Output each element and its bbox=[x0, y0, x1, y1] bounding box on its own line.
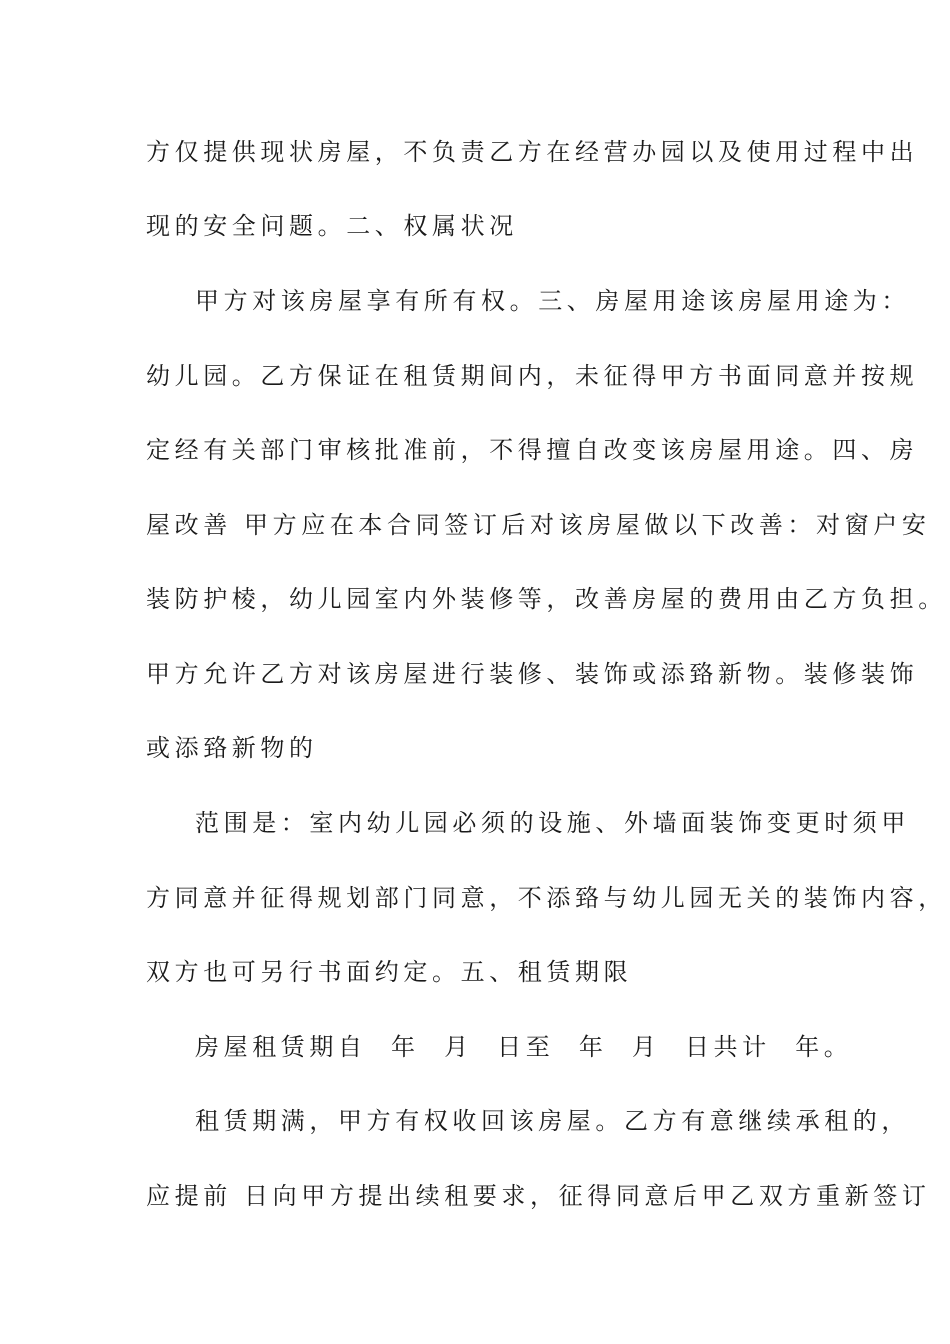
text-line: 幼儿园。乙方保证在租赁期间内，未征得甲方书面同意并按规 bbox=[146, 362, 919, 390]
text-line: 甲方对该房屋享有所有权。三、房屋用途该房屋用途为： bbox=[195, 287, 910, 315]
text-line: 现的安全问题。二、权属状况 bbox=[146, 212, 518, 240]
text-line: 甲方允许乙方对该房屋进行装修、装饰或添臵新物。装修装饰 bbox=[146, 660, 919, 688]
text-line: 范围是：室内幼儿园必须的设施、外墙面装饰变更时须甲 bbox=[195, 809, 910, 837]
text-line: 屋改善 甲方应在本合同签订后对该房屋做以下改善：对窗户安 bbox=[146, 511, 931, 539]
text-line: 装防护棱，幼儿园室内外装修等，改善房屋的费用由乙方负担。 bbox=[146, 585, 947, 613]
text-line: 或添臵新物的 bbox=[146, 734, 318, 762]
text-line: 房屋租赁期自 年 月 日至 年 月 日共计 年。 bbox=[195, 1033, 853, 1061]
text-line: 方同意并征得规划部门同意，不添臵与幼儿园无关的装饰内容， bbox=[146, 884, 947, 912]
text-line: 定经有关部门审核批准前，不得擅自改变该房屋用途。四、房 bbox=[146, 436, 919, 464]
text-line: 租赁期满，甲方有权收回该房屋。乙方有意继续承租的， bbox=[195, 1107, 910, 1135]
text-line: 方仅提供现状房屋，不负责乙方在经营办园以及使用过程中出 bbox=[146, 138, 919, 166]
text-line: 应提前 日向甲方提出续租要求，征得同意后甲乙双方重新签订 bbox=[146, 1182, 931, 1210]
text-line: 双方也可另行书面约定。五、租赁期限 bbox=[146, 958, 633, 986]
